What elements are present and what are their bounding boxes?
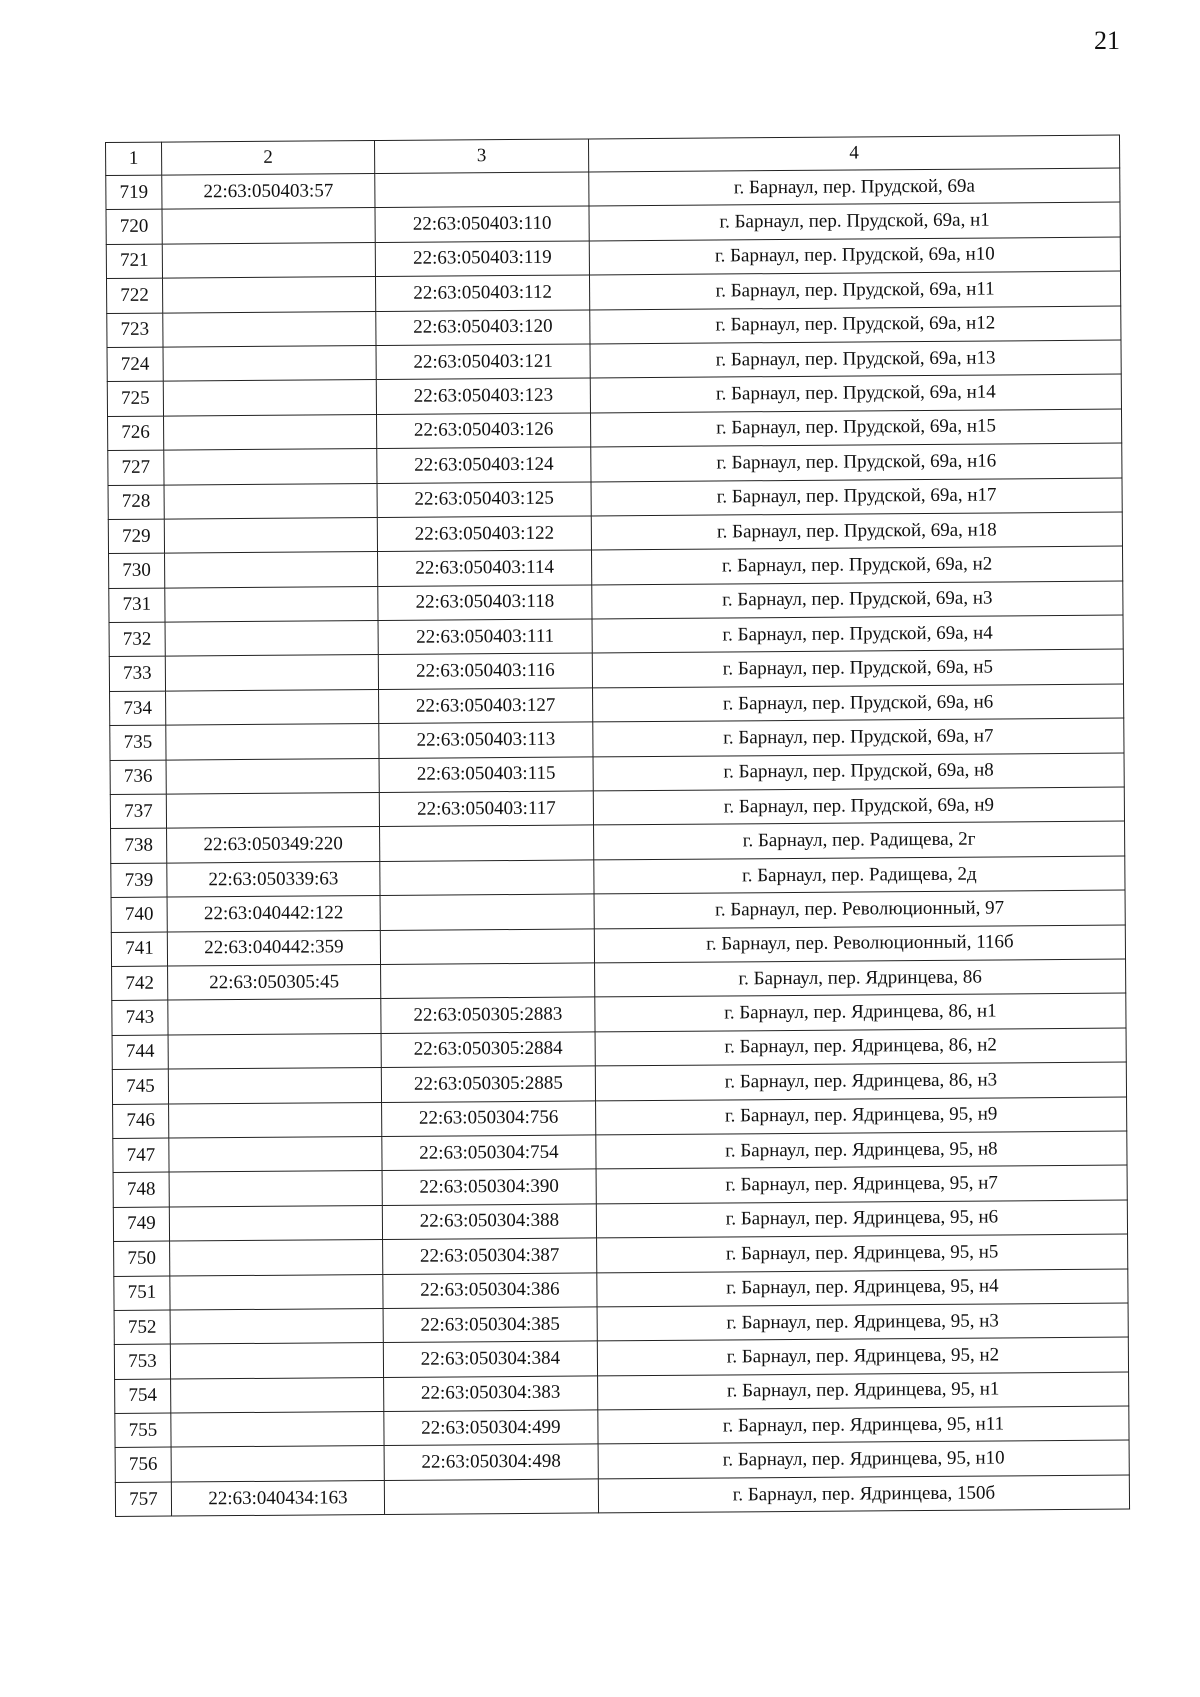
header-col-2: 2 xyxy=(162,141,375,176)
premises-cadastral-cell xyxy=(381,963,595,999)
row-number-cell: 752 xyxy=(114,1310,170,1345)
address-cell: г. Барнаул, пер. Революционный, 97 xyxy=(594,890,1125,928)
address-cell: г. Барнаул, пер. Прудской, 69а, н14 xyxy=(590,374,1121,412)
address-cell: г. Барнаул, пер. Прудской, 69а, н18 xyxy=(591,512,1122,550)
cadastral-number-cell xyxy=(163,345,376,381)
address-cell: г. Барнаул, пер. Ядринцева, 95, н8 xyxy=(596,1131,1127,1169)
cadastral-number-cell xyxy=(170,1240,383,1276)
header-col-1: 1 xyxy=(106,142,162,175)
address-cell: г. Барнаул, пер. Прудской, 69а, н10 xyxy=(589,237,1120,275)
premises-cadastral-cell: 22:63:050403:123 xyxy=(376,378,590,414)
cadastral-number-cell xyxy=(165,586,378,622)
cadastral-number-cell xyxy=(164,449,377,485)
premises-cadastral-cell: 22:63:050403:117 xyxy=(379,791,593,827)
premises-cadastral-cell: 22:63:050403:120 xyxy=(376,310,590,346)
row-number-cell: 745 xyxy=(112,1069,168,1104)
cadastral-number-cell xyxy=(166,793,379,829)
premises-cadastral-cell: 22:63:050304:499 xyxy=(384,1410,598,1446)
cadastral-number-cell xyxy=(163,277,376,313)
cadastral-number-cell xyxy=(170,1274,383,1310)
row-number-cell: 740 xyxy=(111,897,167,932)
address-cell: г. Барнаул, пер. Ядринцева, 95, н10 xyxy=(598,1440,1129,1478)
cadastral-number-cell xyxy=(169,1205,382,1241)
row-number-cell: 748 xyxy=(113,1172,169,1207)
premises-cadastral-cell xyxy=(384,1479,598,1515)
row-number-cell: 753 xyxy=(114,1344,170,1379)
address-cell: г. Барнаул, пер. Радищева, 2д xyxy=(594,856,1125,894)
row-number-cell: 723 xyxy=(107,313,163,348)
address-cell: г. Барнаул, пер. Ядринцева, 95, н5 xyxy=(597,1234,1128,1272)
address-cell: г. Барнаул, пер. Ядринцева, 95, н3 xyxy=(597,1303,1128,1341)
premises-cadastral-cell: 22:63:050403:119 xyxy=(375,241,589,277)
premises-cadastral-cell: 22:63:050304:384 xyxy=(383,1341,597,1377)
premises-cadastral-cell: 22:63:050305:2883 xyxy=(381,997,595,1033)
premises-cadastral-cell: 22:63:050304:756 xyxy=(382,1100,596,1136)
cadastral-number-cell xyxy=(168,1033,381,1069)
row-number-cell: 736 xyxy=(110,760,166,795)
premises-cadastral-cell xyxy=(380,860,594,896)
address-cell: г. Барнаул, пер. Прудской, 69а, н16 xyxy=(591,443,1122,481)
row-number-cell: 725 xyxy=(107,381,163,416)
row-number-cell: 735 xyxy=(110,725,166,760)
row-number-cell: 738 xyxy=(111,828,167,863)
premises-cadastral-cell: 22:63:050403:126 xyxy=(377,413,591,449)
cadastral-number-cell: 22:63:040434:163 xyxy=(171,1480,384,1516)
row-number-cell: 750 xyxy=(114,1241,170,1276)
address-cell: г. Барнаул, пер. Прудской, 69а, н2 xyxy=(592,546,1123,584)
row-number-cell: 757 xyxy=(115,1482,171,1517)
row-number-cell: 730 xyxy=(109,553,165,588)
premises-cadastral-cell: 22:63:050403:113 xyxy=(379,722,593,758)
premises-cadastral-cell xyxy=(375,172,589,208)
cadastral-number-cell xyxy=(163,311,376,347)
cadastral-number-cell xyxy=(162,208,375,244)
table-body xyxy=(106,168,1130,1517)
premises-cadastral-cell: 22:63:050403:115 xyxy=(379,757,593,793)
premises-cadastral-cell xyxy=(380,894,594,930)
address-cell: г. Барнаул, пер. Ядринцева, 95, н9 xyxy=(596,1097,1127,1135)
address-cell: г. Барнаул, пер. Революционный, 116б xyxy=(594,925,1125,963)
cadastral-number-cell xyxy=(166,724,379,760)
row-number-cell: 754 xyxy=(115,1379,171,1414)
address-cell: г. Барнаул, пер. Прудской, 69а, н3 xyxy=(592,581,1123,619)
premises-cadastral-cell: 22:63:050403:124 xyxy=(377,447,591,483)
premises-cadastral-cell xyxy=(380,929,594,965)
address-cell: г. Барнаул, пер. Ядринцева, 86 xyxy=(595,959,1126,997)
cadastral-number-cell: 22:63:050403:57 xyxy=(162,174,375,210)
row-number-cell: 733 xyxy=(109,657,165,692)
row-number-cell: 744 xyxy=(112,1035,168,1070)
address-cell: г. Барнаул, пер. Прудской, 69а, н4 xyxy=(592,615,1123,653)
cadastral-number-cell xyxy=(165,655,378,691)
row-number-cell: 737 xyxy=(110,794,166,829)
row-number-cell: 756 xyxy=(115,1448,171,1483)
cadastral-number-cell xyxy=(170,1308,383,1344)
cadastral-number-cell xyxy=(169,1171,382,1207)
row-number-cell: 727 xyxy=(108,450,164,485)
row-number-cell: 749 xyxy=(113,1207,169,1242)
premises-cadastral-cell: 22:63:050403:116 xyxy=(378,653,592,689)
premises-cadastral-cell: 22:63:050403:127 xyxy=(379,688,593,724)
address-cell: г. Барнаул, пер. Прудской, 69а, н1 xyxy=(589,202,1120,240)
premises-cadastral-cell: 22:63:050304:498 xyxy=(384,1444,598,1480)
address-cell: г. Барнаул, пер. Ядринцева, 95, н6 xyxy=(596,1200,1127,1238)
premises-cadastral-cell: 22:63:050304:390 xyxy=(382,1169,596,1205)
cadastral-number-cell xyxy=(169,1102,382,1138)
row-number-cell: 741 xyxy=(111,932,167,967)
address-cell: г. Барнаул, пер. Ядринцева, 95, н2 xyxy=(597,1337,1128,1375)
address-cell: г. Барнаул, пер. Ядринцева, 86, н2 xyxy=(595,1028,1126,1066)
row-number-cell: 726 xyxy=(108,416,164,451)
premises-cadastral-cell: 22:63:050403:110 xyxy=(375,206,589,242)
row-number-cell: 746 xyxy=(113,1104,169,1139)
premises-cadastral-cell: 22:63:050304:386 xyxy=(383,1272,597,1308)
cadastral-number-cell xyxy=(168,999,381,1035)
premises-cadastral-cell: 22:63:050304:387 xyxy=(383,1238,597,1274)
address-cell: г. Барнаул, пер. Прудской, 69а, н11 xyxy=(589,271,1120,309)
row-number-cell: 728 xyxy=(108,485,164,520)
cadastral-number-cell xyxy=(168,1068,381,1104)
row-number-cell: 747 xyxy=(113,1138,169,1173)
registry-table xyxy=(105,135,1130,1518)
page-number: 21 xyxy=(1094,26,1120,55)
address-cell: г. Барнаул, пер. Ядринцева, 150б xyxy=(598,1475,1129,1513)
address-cell: г. Барнаул, пер. Ядринцева, 86, н1 xyxy=(595,993,1126,1031)
premises-cadastral-cell: 22:63:050304:388 xyxy=(382,1204,596,1240)
row-number-cell: 732 xyxy=(109,622,165,657)
table-row xyxy=(115,1475,1129,1517)
cadastral-number-cell xyxy=(166,689,379,725)
registry-table-container xyxy=(105,135,1129,1518)
row-number-cell: 724 xyxy=(107,347,163,382)
row-number-cell: 734 xyxy=(110,691,166,726)
address-cell: г. Барнаул, пер. Ядринцева, 95, н4 xyxy=(597,1269,1128,1307)
row-number-cell: 751 xyxy=(114,1276,170,1311)
row-number-cell: 722 xyxy=(107,278,163,313)
row-number-cell: 731 xyxy=(109,588,165,623)
premises-cadastral-cell: 22:63:050304:383 xyxy=(384,1376,598,1412)
cadastral-number-cell xyxy=(164,517,377,553)
address-cell: г. Барнаул, пер. Прудской, 69а, н12 xyxy=(590,306,1121,344)
row-number-cell: 742 xyxy=(112,966,168,1001)
row-number-cell: 721 xyxy=(106,244,162,279)
premises-cadastral-cell: 22:63:050305:2884 xyxy=(381,1032,595,1068)
row-number-cell: 719 xyxy=(106,175,162,210)
cadastral-number-cell: 22:63:050305:45 xyxy=(168,964,381,1000)
address-cell: г. Барнаул, пер. Прудской, 69а, н8 xyxy=(593,753,1124,791)
cadastral-number-cell: 22:63:040442:359 xyxy=(167,930,380,966)
cadastral-number-cell xyxy=(170,1343,383,1379)
premises-cadastral-cell: 22:63:050403:111 xyxy=(378,619,592,655)
row-number-cell: 739 xyxy=(111,863,167,898)
row-number-cell: 720 xyxy=(106,209,162,244)
cadastral-number-cell xyxy=(169,1136,382,1172)
premises-cadastral-cell: 22:63:050403:122 xyxy=(377,516,591,552)
premises-cadastral-cell: 22:63:050403:125 xyxy=(377,481,591,517)
row-number-cell: 743 xyxy=(112,1000,168,1035)
premises-cadastral-cell: 22:63:050403:118 xyxy=(378,585,592,621)
address-cell: г. Барнаул, пер. Прудской, 69а, н6 xyxy=(593,684,1124,722)
header-col-3: 3 xyxy=(374,139,588,174)
premises-cadastral-cell: 22:63:050304:385 xyxy=(383,1307,597,1343)
cadastral-number-cell xyxy=(171,1446,384,1482)
cadastral-number-cell xyxy=(171,1412,384,1448)
row-number-cell: 729 xyxy=(108,519,164,554)
address-cell: г. Барнаул, пер. Прудской, 69а, н7 xyxy=(593,718,1124,756)
cadastral-number-cell: 22:63:040442:122 xyxy=(167,896,380,932)
address-cell: г. Барнаул, пер. Прудской, 69а, н15 xyxy=(590,409,1121,447)
address-cell: г. Барнаул, пер. Прудской, 69а xyxy=(589,168,1120,206)
address-cell: г. Барнаул, пер. Прудской, 69а, н9 xyxy=(593,787,1124,825)
premises-cadastral-cell: 22:63:050304:754 xyxy=(382,1135,596,1171)
cadastral-number-cell xyxy=(164,483,377,519)
address-cell: г. Барнаул, пер. Ядринцева, 86, н3 xyxy=(595,1062,1126,1100)
cadastral-number-cell xyxy=(164,414,377,450)
cadastral-number-cell xyxy=(166,758,379,794)
address-cell: г. Барнаул, пер. Ядринцева, 95, н1 xyxy=(598,1372,1129,1410)
address-cell: г. Барнаул, пер. Ядринцева, 95, н11 xyxy=(598,1406,1129,1444)
cadastral-number-cell xyxy=(171,1377,384,1413)
cadastral-number-cell xyxy=(163,380,376,416)
premises-cadastral-cell: 22:63:050403:121 xyxy=(376,344,590,380)
cadastral-number-cell: 22:63:050339:63 xyxy=(167,861,380,897)
row-number-cell: 755 xyxy=(115,1413,171,1448)
cadastral-number-cell xyxy=(162,242,375,278)
premises-cadastral-cell: 22:63:050305:2885 xyxy=(381,1066,595,1102)
premises-cadastral-cell xyxy=(380,825,594,861)
address-cell: г. Барнаул, пер. Прудской, 69а, н5 xyxy=(592,650,1123,688)
premises-cadastral-cell: 22:63:050403:114 xyxy=(378,550,592,586)
address-cell: г. Барнаул, пер. Радищева, 2г xyxy=(594,821,1125,859)
cadastral-number-cell: 22:63:050349:220 xyxy=(167,827,380,863)
cadastral-number-cell xyxy=(165,552,378,588)
premises-cadastral-cell: 22:63:050403:112 xyxy=(375,275,589,311)
address-cell: г. Барнаул, пер. Прудской, 69а, н13 xyxy=(590,340,1121,378)
address-cell: г. Барнаул, пер. Ядринцева, 95, н7 xyxy=(596,1165,1127,1203)
address-cell: г. Барнаул, пер. Прудской, 69а, н17 xyxy=(591,478,1122,516)
header-col-4: 4 xyxy=(588,135,1119,172)
cadastral-number-cell xyxy=(165,621,378,657)
